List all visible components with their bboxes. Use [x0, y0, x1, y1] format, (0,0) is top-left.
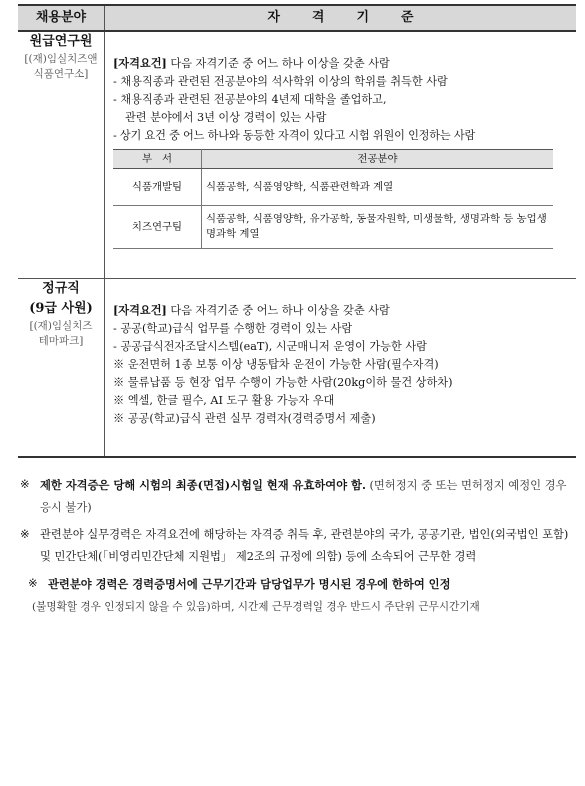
table-row [18, 279, 576, 458]
recruitment-criteria-table [18, 4, 576, 458]
requirement-line: ※ 운전면허 1종 보통 이상 냉동탑차 운전이 가능한 사람(필수자격) [113, 358, 439, 371]
category-subtitle: (9급 사원) [29, 301, 93, 316]
subtable-header-dept: 부서 [113, 150, 202, 169]
requirement-line: - 채용직종과 관련된 전공분야의 석사학위 이상의 학위를 취득한 사람 [113, 75, 448, 88]
requirement-line: - 공공급식전자조달시스템(eaT), 시군매니저 운영이 가능한 사람 [113, 340, 427, 353]
subtable-row [113, 169, 553, 206]
requirement-line: - 채용직종과 관련된 전공분야의 4년제 대학을 졸업하고, [113, 93, 387, 106]
note-text: (면허정지 중 또는 면허정지 예정인 경우 응시 불가) [40, 479, 567, 514]
criteria-cell [105, 31, 577, 279]
note-mark: ※ [28, 577, 38, 590]
category-org: [(재)임실치즈 [29, 320, 93, 332]
dept-cell: 치즈연구팀 [113, 206, 202, 249]
category-cell [18, 279, 105, 458]
dept-cell: 식품개발팀 [113, 169, 202, 206]
requirement-line: ※ 물류납품 등 현장 업무 수행이 가능한 사람(20kg이하 물건 상하차) [113, 376, 453, 389]
requirements-intro: [자격요건] 다음 자격기준 중 어느 하나 이상을 갖춘 사람 [113, 303, 390, 317]
category-cell [18, 31, 105, 279]
header-category: 채용분야 [18, 5, 105, 31]
requirements-label: [자격요건] [113, 303, 167, 317]
requirement-line: ※ 엑셀, 한글 필수, AI 도구 활용 가능자 우대 [113, 394, 335, 407]
subtable-header [113, 150, 553, 169]
requirement-line: ※ 공공(학교)급식 관련 실무 경력자(경력증명서 제출) [113, 412, 376, 425]
subtable-header-major: 전공분야 [202, 150, 554, 169]
category-org: [(재)임실치즈앤 [24, 53, 98, 65]
criteria-cell [105, 279, 577, 458]
note-bold-text: 관련분야 경력은 경력증명서에 근무기간과 담당업무가 명시된 경우에 한하여 인정 [48, 577, 451, 591]
header-criteria: 자격기준 [105, 5, 577, 31]
table-header-row [18, 5, 576, 31]
note-item [24, 573, 580, 618]
requirement-line: - 공공(학교)급식 업무를 수행한 경력이 있는 사람 [113, 322, 353, 335]
major-cell: 식품공학, 식품영양학, 식품관련학과 계열 [202, 169, 554, 206]
requirement-line: - 상기 요건 중 어느 하나와 동등한 자격이 있다고 시험 위원이 인정하는 사람 [113, 129, 476, 142]
note-bold-text: 제한 자격증은 당해 시험의 최종(면접)시험일 현재 유효하여야 함. [40, 478, 366, 492]
note-text: (불명확할 경우 인정되지 않을 수 있음)하며, 시간제 근무경력일 경우 반드시 주단위 근무시간기재 [32, 601, 480, 613]
note-text: 관련분야 실무경력은 자격요건에 해당하는 자격증 취득 후, 관련분야의 국가, 공공기관, 법인(외국법인 포함) 및 민간단체(「비영리민간단체 지원법」 제2조의 규정에 의함) 등에 소속되어 근무한 경력 [40, 528, 569, 563]
note-mark: ※ [20, 478, 30, 491]
category-org: 식품연구소] [33, 68, 89, 80]
note-item [20, 524, 580, 568]
category-org: 테마파크] [38, 335, 84, 347]
requirements [105, 279, 576, 428]
subtable-row [113, 206, 553, 249]
note-mark: ※ [20, 528, 30, 541]
requirements [105, 32, 576, 249]
requirement-line: 관련 분야에서 3년 이상 경력이 있는 사람 [125, 111, 327, 124]
category-title: 원급연구원 [29, 34, 93, 49]
requirements-intro: [자격요건] 다음 자격기준 중 어느 하나 이상을 갖춘 사람 [113, 56, 390, 70]
major-cell: 식품공학, 식품영양학, 유가공학, 동물자원학, 미생물학, 생명과학 등 농업생명과학 계열 [202, 206, 554, 249]
major-subtable [113, 149, 553, 249]
requirements-label: [자격요건] [113, 56, 167, 70]
note-item [20, 474, 580, 519]
notes-section [20, 474, 580, 623]
category-title: 정규직 [42, 281, 80, 296]
table-row [18, 31, 576, 279]
